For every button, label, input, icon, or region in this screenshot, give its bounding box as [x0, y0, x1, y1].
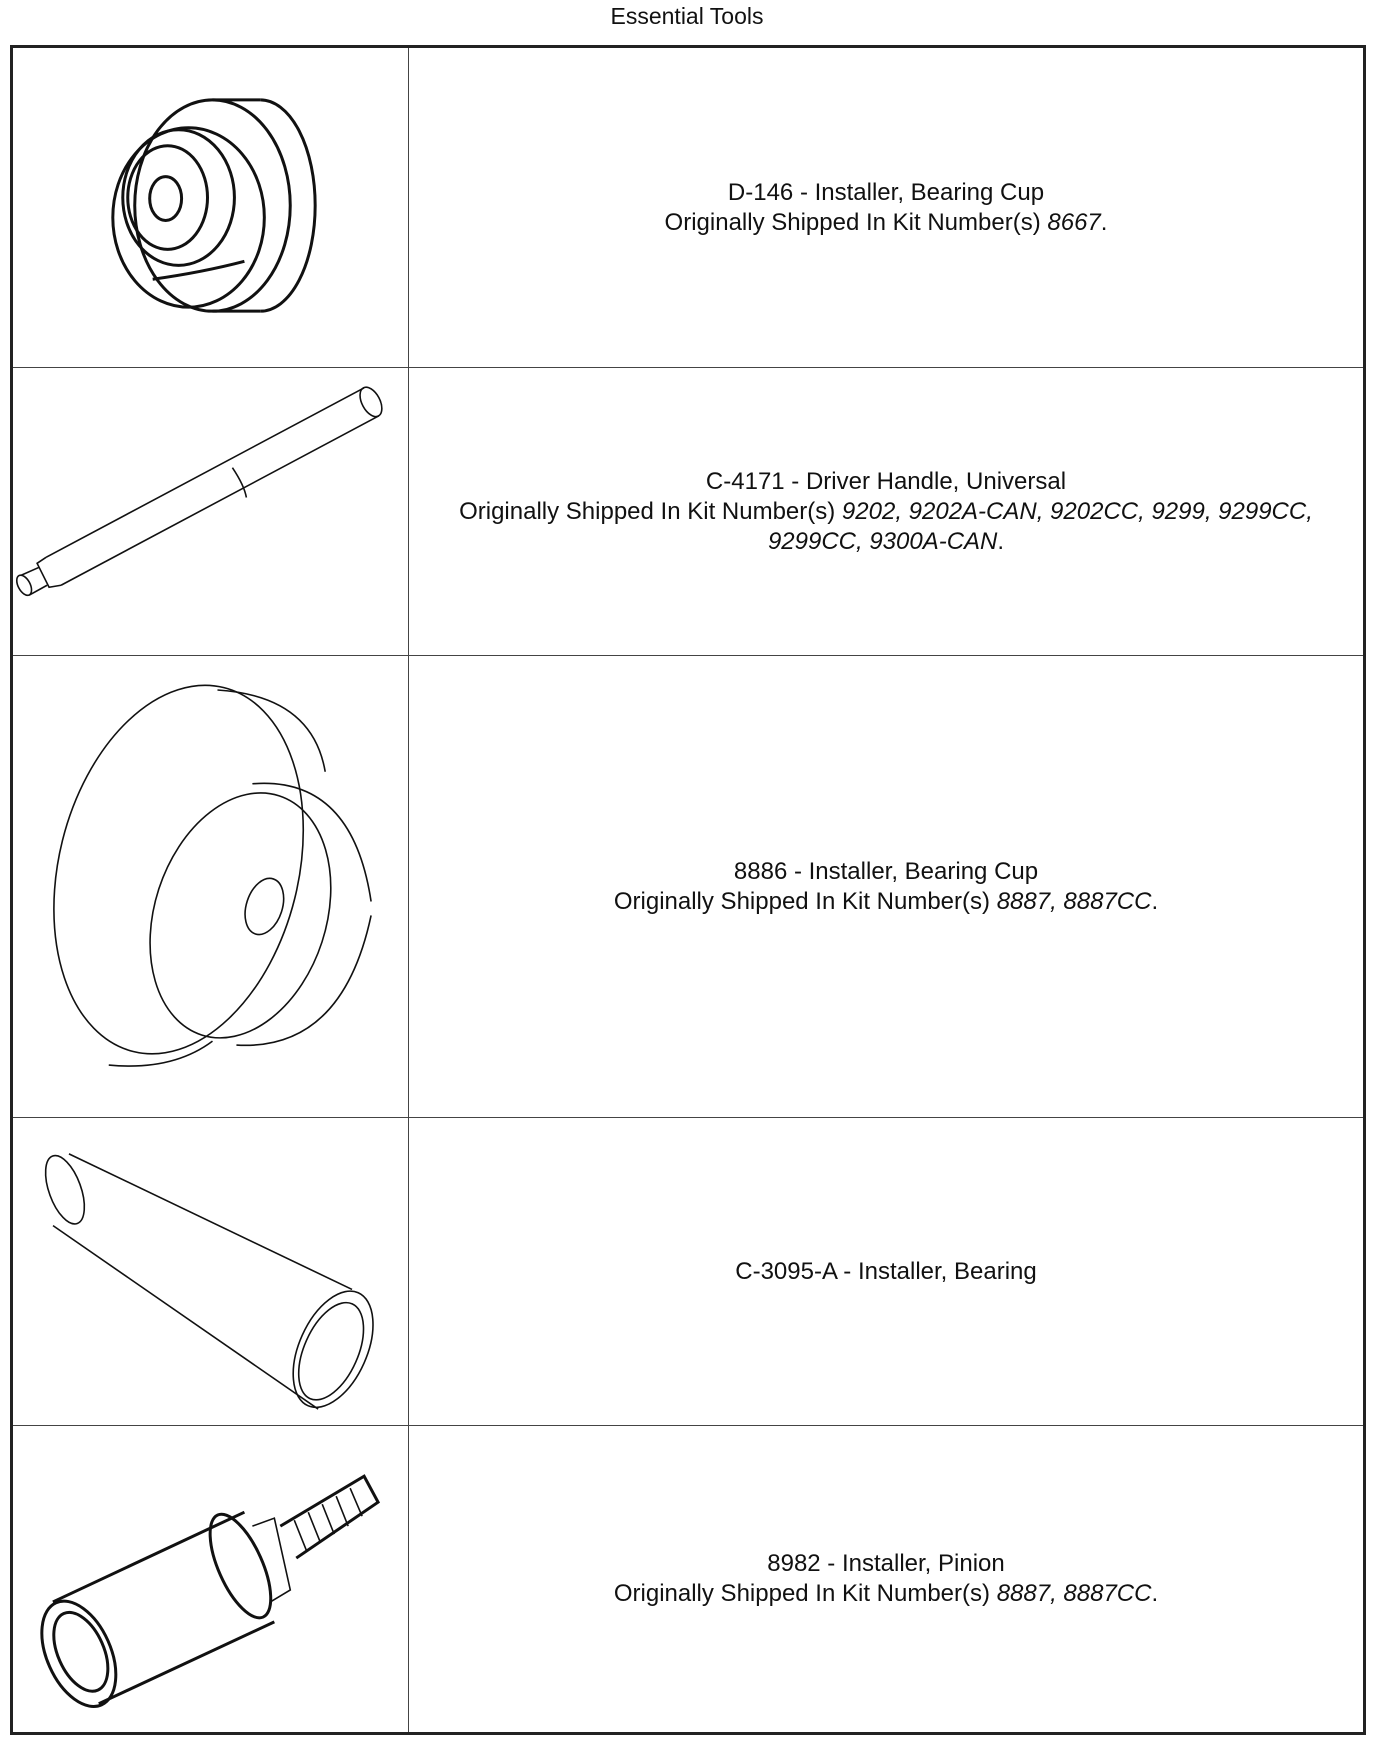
kit-numbers-line — [429, 497, 1343, 557]
kit-suffix: . — [1151, 887, 1159, 915]
pinion-installer-icon — [13, 1426, 408, 1732]
tool-description-cell — [409, 48, 1363, 367]
kit-prefix: Originally Shipped In Kit Number(s) — [613, 1580, 997, 1607]
driver-handle-icon — [13, 368, 408, 655]
tool-row — [13, 48, 1363, 368]
tool-name: C-4171 - Driver Handle, Universal — [705, 467, 1067, 495]
tool-image-cell — [13, 1118, 409, 1425]
tool-description-cell — [409, 656, 1363, 1117]
kit-numbers-line — [665, 208, 1108, 238]
tool-row — [13, 1118, 1363, 1426]
kit-prefix: Originally Shipped In Kit Number(s) — [613, 887, 997, 915]
kit-prefix: Originally Shipped In Kit Number(s) — [459, 497, 842, 525]
tool-row — [13, 656, 1363, 1118]
bearing-installer-tube-icon — [13, 1118, 408, 1425]
kit-numbers: 8887, 8887CC — [996, 1580, 1152, 1607]
bearing-cup-installer-icon — [13, 48, 408, 367]
kit-numbers-line — [614, 1579, 1158, 1609]
tool-name: C-3095-A - Installer, Bearing — [735, 1257, 1037, 1285]
tool-description-cell — [409, 1118, 1363, 1425]
tool-description-cell — [409, 368, 1363, 655]
tool-image-cell — [13, 1426, 409, 1732]
tool-name: 8982 - Installer, Pinion — [767, 1550, 1005, 1577]
kit-numbers-line — [614, 887, 1158, 917]
bearing-cup-installer-large-icon — [13, 656, 408, 1117]
kit-suffix: . — [1151, 1580, 1159, 1607]
kit-suffix: . — [997, 527, 1005, 555]
kit-numbers: 9202, 9202A-CAN, 9202CC, 9299, 9299CC, 9299CC, 9300A-CAN — [767, 497, 1313, 555]
tool-row — [13, 368, 1363, 656]
tool-name: D-146 - Installer, Bearing Cup — [727, 178, 1045, 206]
kit-numbers: 8667 — [1047, 208, 1101, 236]
tool-image-cell — [13, 368, 409, 655]
page-title: Essential Tools — [610, 3, 764, 29]
tool-row — [13, 1426, 1363, 1732]
kit-suffix: . — [1100, 208, 1108, 236]
tool-image-cell — [13, 48, 409, 367]
tool-description-cell — [409, 1426, 1363, 1732]
kit-numbers: 8887, 8887CC — [996, 887, 1152, 915]
kit-prefix: Originally Shipped In Kit Number(s) — [664, 208, 1048, 236]
tool-image-cell — [13, 656, 409, 1117]
tool-name: 8886 - Installer, Bearing Cup — [733, 857, 1039, 885]
tools-table — [10, 45, 1366, 1735]
